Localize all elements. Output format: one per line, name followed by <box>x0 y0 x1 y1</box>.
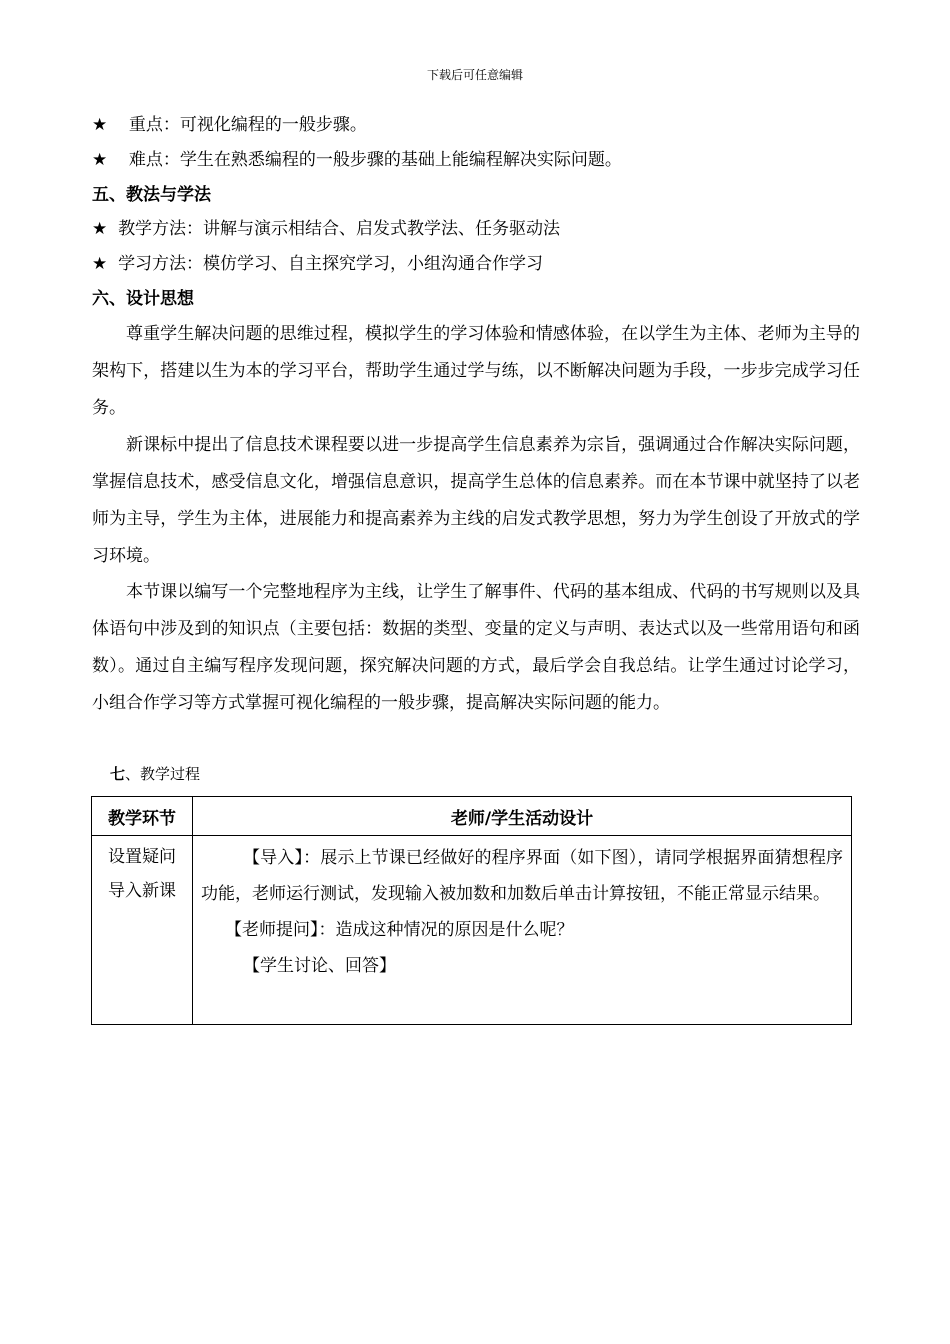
section6-heading: 六、设计思想 <box>92 289 194 309</box>
teaching-process-table <box>91 796 852 1025</box>
header-note: 下载后可任意编辑 <box>426 68 523 82</box>
stage-line-2: 导入新课 <box>108 881 176 901</box>
design-paragraph-3: 本节课以编写一个完整地程序为主线，让学生了解事件、代码的基本组成、代码的书写规则以及具体语句中涉及到的知识点（主要包括：数据的类型、变量的定义与声明、表达式以及一些常用语句和函数）。通过自主编写程序发现问题，探究解决问题的方式，最后学会自我总结。让学生通过讨论学习，小组合作学习等方式掌握可视化编程的一般步骤，提高解决实际问题的能力。 <box>92 582 860 713</box>
header-stage: 教学环节 <box>92 797 193 836</box>
teacher-question: 【老师提问】：造成这种情况的原因是什么呢？ <box>225 920 574 940</box>
table-row <box>92 836 852 1025</box>
difficulty-text: 难点：学生在熟悉编程的一般步骤的基础上能编程解决实际问题。 <box>128 150 622 170</box>
focus-bullet <box>92 113 367 137</box>
section7-title: 、教学过程 <box>125 765 201 783</box>
table-header-row <box>92 797 852 836</box>
star-icon: ★ <box>92 254 108 274</box>
section7-number: 七 <box>110 765 126 783</box>
teaching-method-text: 教学方法：讲解与演示相结合、启发式教学法、任务驱动法 <box>118 219 561 239</box>
design-paragraph-1: 尊重学生解决问题的思维过程，模拟学生的学习体验和情感体验，在以学生为主体、老师为主导的架构下，搭建以生为本的学习平台，帮助学生通过学与练，以不断解决问题为手段，一步步完成学习任务。 <box>92 324 860 418</box>
learning-method-text: 学习方法：模仿学习、自主探究学习，小组沟通合作学习 <box>118 254 544 274</box>
learning-method-bullet <box>92 252 543 276</box>
teaching-method-bullet <box>92 217 560 241</box>
section5-heading: 五、教法与学法 <box>92 185 211 205</box>
header-activity: 老师/学生活动设计 <box>193 797 852 836</box>
stage-line-1: 设置疑问 <box>108 847 176 867</box>
focus-text: 重点：可视化编程的一般步骤。 <box>128 115 367 135</box>
section7-heading <box>110 762 200 786</box>
difficulty-bullet <box>92 148 622 172</box>
star-icon: ★ <box>92 219 108 239</box>
design-paragraph-2: 新课标中提出了信息技术课程要以进一步提高学生信息素养为宗旨，强调通过合作解决实际问题，掌握信息技术，感受信息文化，增强信息意识，提高学生总体的信息素养。而在本节课中就坚持了以老师为主导，学生为主体，进展能力和提高素养为主线的启发式教学思想，努力为学生创设了开放式的学习环境。 <box>92 435 860 566</box>
activity-cell <box>193 836 852 1025</box>
star-icon: ★ <box>92 150 108 170</box>
stage-cell <box>92 836 193 1025</box>
import-text: 【导入】：展示上节课已经做好的程序界面（如下图），请同学根据界面猜想程序功能，老师运行测试，发现输入被加数和加数后单击计算按钮，不能正常显示结果。 <box>201 848 843 904</box>
star-icon: ★ <box>92 115 108 135</box>
student-discussion: 【学生讨论、回答】 <box>243 956 396 976</box>
